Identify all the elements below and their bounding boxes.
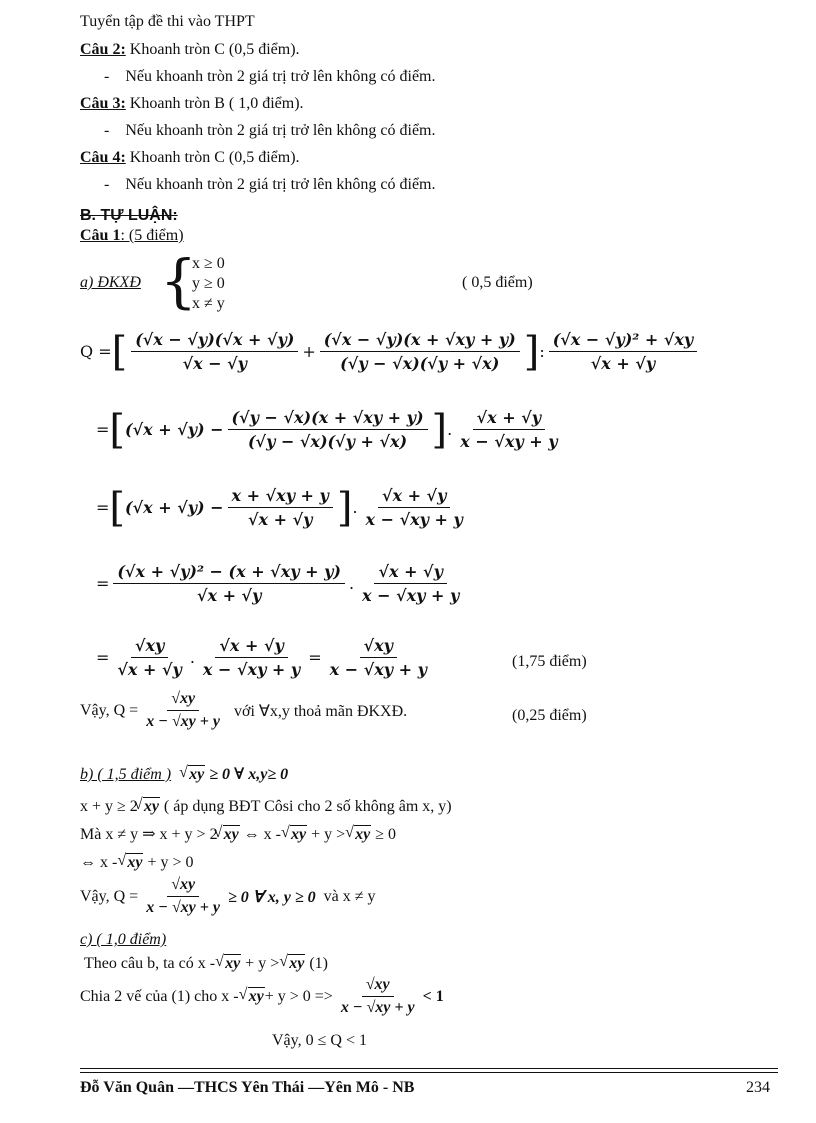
- fraction-numerator: √xy: [360, 636, 397, 658]
- question-3-note: [104, 121, 436, 141]
- bullet-dash: -: [104, 122, 110, 139]
- fraction-s2-right: [456, 408, 561, 451]
- sqrt-xy: √ xy: [354, 825, 371, 844]
- open-bracket: [: [111, 328, 128, 375]
- fraction-denominator: x − √xy + y: [146, 713, 220, 730]
- text-segment: + y > 0 =>: [264, 987, 333, 1005]
- fraction-numerator: (√y − √x)(x + √xy + y): [228, 408, 428, 430]
- fraction-numerator: √xy: [167, 690, 199, 711]
- fraction-q-result: [337, 976, 419, 1017]
- document-header: Tuyển tập đề thi vào THPT: [80, 13, 255, 30]
- question-3-label: Câu 3:: [80, 95, 126, 112]
- question-1-heading: [80, 226, 184, 246]
- fraction-denominator: √x + √y: [117, 660, 182, 679]
- fraction-numerator: (√x + √y)² − (x + √xy + y): [113, 562, 345, 584]
- sqrt-xy: √ xy: [188, 765, 205, 784]
- sqrt-xy: √ xy: [126, 853, 143, 872]
- open-bracket: [: [109, 406, 126, 453]
- step-score: (1,75 điểm): [512, 653, 587, 670]
- question-4-note: [104, 175, 436, 195]
- conclusion-tail: và x ≠ y: [323, 887, 376, 905]
- text-segment: x + y ≥ 2: [80, 798, 138, 815]
- step-2-left: (√x + √y) −: [125, 420, 224, 439]
- bullet-dash: -: [104, 176, 110, 193]
- equals-sign: =: [96, 574, 110, 593]
- part-b-heading: [80, 765, 288, 785]
- fraction-numerator: √xy: [131, 636, 168, 658]
- final-result: Vậy, 0 ≤ Q < 1: [272, 1032, 367, 1049]
- part-a-score: ( 0,5 điểm): [462, 274, 533, 291]
- fraction-denominator: √x + √y: [196, 586, 262, 605]
- part-c-label: c) ( 1,0 điểm): [80, 931, 167, 948]
- inequality-result: < 1: [422, 987, 444, 1005]
- footer-rule-bottom: [80, 1072, 778, 1073]
- question-1-score: : (5 điểm): [120, 227, 184, 244]
- conclusion-prefix: Vậy, Q =: [80, 701, 139, 719]
- note-text: Nếu khoanh tròn 2 giá trị trở lên không có điểm.: [125, 122, 436, 139]
- page-number: 234: [746, 1079, 770, 1096]
- q-expression: [80, 330, 701, 373]
- part-b-line-3: [80, 853, 193, 873]
- fraction-a3: [549, 330, 697, 373]
- dot-sign: .: [447, 420, 453, 439]
- part-b-line-1: [80, 797, 452, 817]
- dot-sign: .: [348, 574, 355, 593]
- fraction-numerator: √x + √y: [374, 562, 446, 584]
- fraction-s3-right: [362, 486, 467, 529]
- close-bracket: ]: [336, 484, 353, 531]
- question-4-text: Khoanh tròn C (0,5 điểm).: [125, 149, 300, 166]
- sqrt-xy: √ xy: [143, 797, 160, 816]
- part-b-conclusion: [80, 876, 376, 917]
- step-4: [96, 562, 467, 605]
- sqrt-xy: √ xy: [288, 954, 305, 973]
- step-5: [96, 636, 435, 679]
- equals-sign: =: [96, 498, 110, 517]
- step-3-left: (√x + √y) −: [125, 498, 224, 517]
- fraction-denominator: (√y − √x)(√y + √x): [340, 354, 500, 373]
- fraction-numerator: x + √xy + y: [228, 486, 333, 508]
- footer-rule-top: [80, 1068, 778, 1069]
- step-2: [96, 408, 566, 451]
- part-c-line-2: [80, 976, 444, 1017]
- bullet-dash: -: [104, 68, 110, 85]
- text-segment: ( áp dụng BĐT Côsi cho 2 số không âm x, y): [159, 798, 452, 815]
- sqrt-xy: √ xy: [248, 987, 265, 1006]
- sqrt-xy: √ xy: [223, 825, 240, 844]
- text-segment: Chia 2 vế của (1) cho x -: [80, 987, 239, 1005]
- fraction-denominator: x − √xy + y: [362, 586, 460, 605]
- conclusion-score: (0,25 điểm): [512, 707, 587, 724]
- text-segment: ⇔ x -: [80, 854, 122, 871]
- fraction-denominator: √x − √y: [182, 354, 247, 373]
- section-b-title: B. TỰ LUẬN:: [80, 207, 178, 224]
- fraction-denominator: x − √xy + y: [460, 432, 558, 451]
- fraction-denominator: x − √xy + y: [202, 660, 301, 679]
- fraction-denominator: (√y − √x)(√y + √x): [247, 432, 408, 451]
- fraction-a2: [320, 330, 520, 373]
- fraction-denominator: x − √xy + y: [365, 510, 463, 529]
- fraction-numerator: (√x − √y)(√x + √y): [131, 330, 298, 352]
- text-segment: Mà x ≠ y ⇒ x + y > 2: [80, 826, 218, 843]
- fraction-q-result: [142, 876, 224, 917]
- question-4-label: Câu 4:: [80, 149, 126, 166]
- sqrt-xy: √ xy: [290, 825, 307, 844]
- question-1-label: Câu 1: [80, 227, 121, 244]
- fraction-s4: [113, 562, 345, 605]
- fraction-numerator: √x + √y: [215, 636, 287, 658]
- fraction-numerator: (√x − √y)² + √xy: [549, 330, 697, 352]
- part-b-claim: ≥ 0 ∀ x,y≥ 0: [209, 766, 289, 783]
- conclusion-a: [80, 690, 407, 731]
- question-2-note: [104, 67, 436, 87]
- condition-3: x ≠ y: [192, 295, 225, 312]
- conclusion-prefix: Vậy, Q =: [80, 887, 139, 905]
- text-segment: Theo câu b, ta có x -: [84, 955, 220, 972]
- fraction-s5-mid: [199, 636, 304, 679]
- close-bracket: ]: [523, 328, 540, 375]
- fraction-q-result: [142, 690, 224, 731]
- question-2: [80, 40, 300, 60]
- fraction-numerator: √x + √y: [473, 408, 545, 430]
- fraction-numerator: √xy: [362, 976, 394, 997]
- step-3: [96, 486, 471, 529]
- question-2-text: Khoanh tròn C (0,5 điểm).: [125, 41, 300, 58]
- text-segment: + y > 0: [143, 854, 194, 871]
- question-2-label: Câu 2:: [80, 41, 126, 58]
- equals-sign: =: [96, 648, 110, 667]
- fraction-numerator: √x + √y: [378, 486, 450, 508]
- note-text: Nếu khoanh tròn 2 giá trị trở lên không có điểm.: [125, 68, 436, 85]
- note-text: Nếu khoanh tròn 2 giá trị trở lên không có điểm.: [125, 176, 436, 193]
- dot-sign: .: [352, 498, 358, 517]
- question-4: [80, 148, 300, 168]
- fraction-denominator: x − √xy + y: [146, 899, 220, 916]
- question-3-text: Khoanh tròn B ( 1,0 điểm).: [125, 95, 304, 112]
- text-segment: ≥ 0: [371, 826, 397, 843]
- text-segment: + y >: [307, 826, 350, 843]
- equals-sign: =: [308, 648, 322, 667]
- dot-sign: .: [189, 648, 195, 667]
- condition-2: y ≥ 0: [192, 275, 225, 292]
- fraction-s5-result: [326, 636, 431, 679]
- fraction-s5: [113, 636, 185, 679]
- conclusion-suffix: với ∀x,y thoả mãn ĐKXĐ.: [234, 702, 408, 720]
- conclusion-claim: ≥ 0 ∀ x, y ≥ 0: [228, 888, 316, 906]
- text-segment: ⇔ x -: [239, 826, 285, 843]
- open-bracket: [: [109, 484, 126, 531]
- fraction-s3: [228, 486, 333, 529]
- part-c-line-1: [84, 954, 328, 974]
- fraction-a1: [131, 330, 298, 373]
- part-a-label: a) ĐKXĐ: [80, 274, 141, 291]
- fraction-denominator: √x + √y: [247, 510, 313, 529]
- equals-sign: =: [96, 420, 110, 439]
- fraction-denominator: x − √xy + y: [340, 999, 415, 1016]
- fraction-numerator: √xy: [167, 876, 199, 897]
- condition-1: x ≥ 0: [192, 255, 225, 272]
- footer-author: Đỗ Văn Quân —THCS Yên Thái —Yên Mô - NB: [80, 1079, 415, 1096]
- question-3: [80, 94, 304, 114]
- plus-sign: +: [302, 342, 316, 361]
- fraction-s2: [228, 408, 428, 451]
- text-segment: + y >: [241, 955, 284, 972]
- part-b-label: b) ( 1,5 điểm ): [80, 766, 172, 783]
- part-b-line-2: [80, 825, 396, 845]
- text-segment: (1): [305, 955, 328, 972]
- fraction-s4-right: [358, 562, 463, 605]
- close-bracket: ]: [431, 406, 448, 453]
- colon-sign: :: [539, 342, 545, 361]
- q-label: Q =: [80, 342, 112, 361]
- fraction-denominator: x − √xy + y: [329, 660, 427, 679]
- sqrt-xy: √ xy: [224, 954, 241, 973]
- fraction-denominator: √x + √y: [590, 354, 656, 373]
- left-brace: {: [160, 247, 197, 315]
- fraction-numerator: (√x − √y)(x + √xy + y): [320, 330, 520, 352]
